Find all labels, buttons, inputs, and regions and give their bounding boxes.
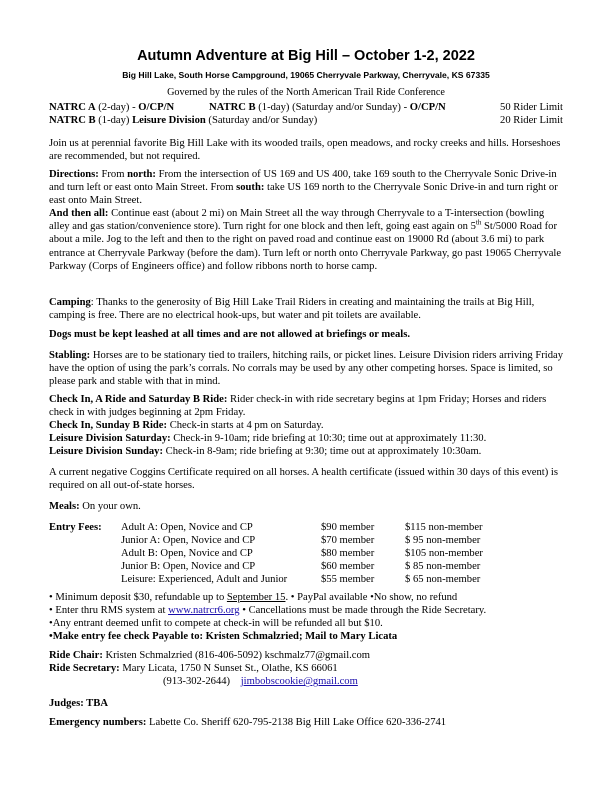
fee-member: $80 member bbox=[321, 548, 375, 560]
fee-member: $90 member bbox=[321, 522, 375, 533]
fee-member: $70 member bbox=[321, 535, 375, 547]
division-text: (1-day) bbox=[95, 115, 133, 126]
deposit-deadline: September 15 bbox=[226, 592, 286, 603]
division-text: (1-day) (Saturday and/or Sunday) - bbox=[255, 102, 410, 113]
rider-limit: 50 Rider Limit bbox=[500, 102, 563, 113]
north-label: north: bbox=[127, 169, 156, 180]
leisure-sunday-label: Leisure Division Sunday: bbox=[49, 446, 164, 458]
fee-non-member: $ 65 non-member bbox=[405, 574, 481, 586]
judges-line: Judges: TBA bbox=[49, 698, 108, 709]
fee-row bbox=[121, 521, 515, 534]
governing-rules: Governed by the rules of the North American Trail Ride Conference bbox=[167, 87, 445, 98]
directions-text: take US 169 north to the Cherryvale Sonic Drive-in and turn right or east onto Main Street. bbox=[49, 182, 558, 207]
checkin-b-label: Check In, Sunday B Ride: bbox=[49, 420, 168, 432]
rider-limit: 20 Rider Limit bbox=[500, 115, 563, 126]
camping-text: : Thanks to the generosity of Big Hill Lake Trail Riders in creating and maintaining the trails at Big Hill, camping is free. There are no electrical hook-ups, but water and pit toilets are available. bbox=[49, 297, 535, 322]
intro-paragraph: Join us at perennial favorite Big Hill Lake with its wooded trails, open meadows, and rocky creeks and hills. Horseshoes are recommended, but not required. bbox=[49, 138, 561, 163]
division-text: (2-day) - bbox=[95, 102, 139, 113]
ride-chair-label: Ride Chair: bbox=[49, 650, 103, 661]
fee-row bbox=[121, 560, 515, 573]
meals-text: On your own. bbox=[79, 501, 141, 512]
location-subtitle: Big Hill Lake, South Horse Campground, 19065 Cherryvale Parkway, Cherryvale, KS 67335 bbox=[122, 70, 490, 80]
secretary-email-link[interactable]: jimbobscookie@gmail.com bbox=[240, 676, 358, 688]
note-text: • Cancellations must be made through the Ride Secretary. bbox=[239, 605, 487, 617]
division-label: NATRC A bbox=[49, 102, 96, 113]
directions-label: Directions: bbox=[49, 169, 99, 180]
division-code: O/CP/N bbox=[138, 102, 175, 113]
note-text: . • PayPal available •No show, no refund bbox=[285, 592, 458, 603]
ordinal-suffix: th bbox=[475, 218, 482, 227]
division-name: Leisure Division bbox=[132, 115, 206, 126]
meals-line bbox=[49, 500, 563, 513]
leisure-saturday-text: Check-in 9-10am; ride briefing at 10:30; time out at approximately 11:30. bbox=[170, 433, 487, 445]
fees-table bbox=[121, 521, 515, 586]
emergency-line bbox=[49, 716, 563, 729]
note-text: • Enter thru RMS system at bbox=[49, 605, 169, 617]
secretary-phone: (913-302-2644) bbox=[163, 676, 231, 688]
fee-non-member: $105 non-member bbox=[405, 548, 483, 560]
directions-text: Continue east (about 2 mi) on Main Street all the way through Cherryvale to a T-intersection (bowling alley and gas station/convenience store). Turn right for one block and then left, going east again on 5 bbox=[49, 208, 545, 233]
ride-secretary-label: Ride Secretary: bbox=[49, 663, 120, 675]
directions-text: From the intersection of US 169 and US 400, take 169 south to the Cherryvale Sonic Drive-in and turn left or east onto Main Street. From bbox=[49, 169, 557, 194]
emergency-text: Labette Co. Sheriff 620-795-2138 Big Hill Lake Office 620-336-2741 bbox=[146, 717, 447, 728]
notes-section bbox=[49, 591, 563, 643]
dogs-notice: Dogs must be kept leashed at all times and are not allowed at briefings or meals. bbox=[49, 329, 410, 340]
page-title: Autumn Adventure at Big Hill – October 1-2, 2022 bbox=[137, 48, 475, 64]
ride-chair-text: Kristen Schmalzried (816-406-5092) kschmalz77@gmail.com bbox=[102, 650, 371, 661]
coggins-paragraph: A current negative Coggins Certificate required on all horses. A health certificate (issued within 30 days of this event) is required on all out-of-state horses. bbox=[49, 467, 558, 492]
stabling-text: Horses are to be stationary tied to trailers, hitching rails, or picket lines. Leisure Division riders arriving Friday have the option of using the park’s corrals. No corrals may be used by any other competing horses. Space is limited, so please park and stable with that in mind. bbox=[49, 350, 563, 388]
fee-non-member: $ 85 non-member bbox=[405, 561, 481, 573]
camping-paragraph bbox=[49, 296, 563, 322]
fee-row bbox=[121, 547, 515, 560]
south-label: south: bbox=[236, 182, 265, 194]
checkin-section bbox=[49, 393, 563, 458]
ride-secretary-text: Mary Licata, 1750 N Sunset St., Olathe, KS 66061 bbox=[119, 663, 338, 675]
fee-class: Junior A: Open, Novice and CP bbox=[121, 535, 256, 547]
checkin-a-text: Rider check-in with ride secretary begins at 1pm Friday; Horses and riders check in with judges beginning at 2pm Friday. bbox=[49, 394, 547, 419]
leisure-saturday-label: Leisure Division Saturday: bbox=[49, 433, 171, 445]
directions-section bbox=[49, 168, 563, 273]
refund-note: •Any entrant deemed unfit to compete at check-in will be refunded all but $10. bbox=[49, 618, 383, 630]
fee-row bbox=[121, 573, 515, 586]
note-text: • Minimum deposit $30, refundable up to bbox=[49, 592, 227, 603]
stabling-label: Stabling: bbox=[49, 350, 91, 361]
entry-fees-label: Entry Fees: bbox=[49, 522, 102, 533]
checkin-a-label: Check In, A Ride and Saturday B Ride: bbox=[49, 394, 228, 405]
contacts-section bbox=[49, 649, 563, 688]
camping-label: Camping bbox=[49, 297, 91, 308]
divisions-block bbox=[49, 101, 563, 127]
fee-class: Adult B: Open, Novice and CP bbox=[121, 548, 253, 560]
division-label: NATRC B bbox=[209, 102, 256, 113]
leisure-sunday-text: Check-in 8-9am; ride briefing at 9:30; time out at approximately 10:30am. bbox=[163, 446, 482, 458]
stabling-paragraph bbox=[49, 349, 563, 388]
division-code: O/CP/N bbox=[409, 102, 446, 113]
fee-member: $55 member bbox=[321, 574, 375, 586]
natrc-website-link[interactable]: www.natrcr6.org bbox=[168, 605, 240, 617]
division-text: (Saturday and/or Sunday) bbox=[205, 115, 318, 126]
checkin-b-text: Check-in starts at 4 pm on Saturday. bbox=[167, 420, 324, 432]
division-label: NATRC B bbox=[49, 115, 96, 126]
fee-non-member: $ 95 non-member bbox=[405, 535, 481, 547]
fee-row bbox=[121, 534, 515, 547]
fee-class: Adult A: Open, Novice and CP bbox=[121, 522, 253, 533]
directions-text: St/5000 Road for about a mile. Jog to the left and then to the right on paved road and continue east on 19000 Rd (about 3.6 mi) to park entrance at Cherryvale Parkway (before the dam). Turn left or north onto Cherryvale Parkway, go past 19065 Cherryvale Parkway (Corps of Engineers office) and follow ribbons north to horse camp. bbox=[49, 221, 562, 272]
fee-non-member: $115 non-member bbox=[405, 522, 483, 533]
directions-text: From bbox=[98, 169, 128, 180]
fee-class: Junior B: Open, Novice and CP bbox=[121, 561, 256, 573]
fee-member: $60 member bbox=[321, 561, 375, 573]
fee-class: Leisure: Experienced, Adult and Junior bbox=[121, 574, 288, 586]
and-then-label: And then all: bbox=[49, 208, 109, 220]
emergency-label: Emergency numbers: bbox=[49, 717, 147, 728]
payment-note: •Make entry fee check Payable to: Kristen Schmalzried; Mail to Mary Licata bbox=[49, 631, 398, 643]
meals-label: Meals: bbox=[49, 501, 80, 512]
